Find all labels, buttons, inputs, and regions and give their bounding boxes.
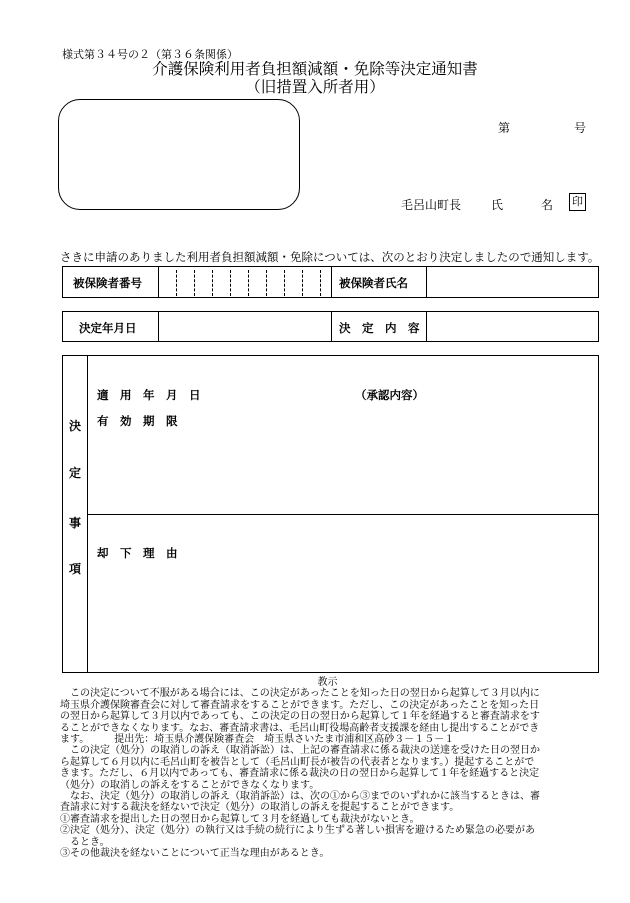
- instructions-line: の翌日から起算して３月以内であっても、この決定の日の翌日から起算して１年を経過すると審査請求をす: [60, 711, 540, 723]
- vertical-label-char: 定: [69, 466, 82, 480]
- insured-info-table: [62, 266, 599, 298]
- insured-name-field[interactable]: [427, 267, 598, 297]
- vertical-label-char: 項: [69, 562, 82, 576]
- issuer-name-label-2: 名: [541, 198, 554, 212]
- instructions-line: るとき。: [60, 836, 110, 848]
- instructions-line: きます。ただし、６月以内であっても、審査請求に係る裁決の日の翌日から起算して１年を経過すると決定: [60, 768, 540, 780]
- instructions-line: （処分）の取消しの訴えをすることができなくなります。: [60, 779, 320, 791]
- instructions-line: ①審査請求を提出した日の翌日から起算して３月を経過しても裁決がないとき。: [60, 813, 420, 825]
- seal-mark: 印: [569, 193, 586, 211]
- instructions-line: この決定（処分）の取消しの訴え（取消訴訟）は、上記の審査請求に係る裁決の送達を受けた日の翌日か: [60, 745, 540, 757]
- issuer-title: 毛呂山町長: [401, 198, 462, 212]
- instructions-line: ②決定（処分）、決定（処分）の執行又は手続の続行により生ずる著しい損害を避けるため緊急の必要があ: [60, 825, 535, 837]
- decision-info-table: [62, 311, 599, 342]
- validity-period-label: 有 効 期 限: [97, 414, 178, 428]
- instructions-title: 教示: [317, 677, 338, 688]
- instructions-line: ら起算して６月以内に毛呂山町を被告として（毛呂山町長が被告の代表者となります。）提起することがで: [60, 756, 535, 768]
- insured-number-label: 被保険者番号: [73, 276, 142, 290]
- decision-content-label: 決 定 内 容: [339, 321, 420, 335]
- instructions-line: ることができなくなります。なお、審査請求書は、毛呂山町役場高齢者支援課を経由し提出することができ: [60, 722, 540, 734]
- decision-date-field[interactable]: [159, 312, 330, 341]
- issuer-name-label-1: 氏: [491, 198, 504, 212]
- instructions-line: この決定について不服がある場合には、この決定があったことを知った日の翌日から起算して３月以内に: [60, 688, 540, 700]
- rejection-reason-label: 却 下 理 由: [97, 546, 178, 560]
- instructions-line: 埼玉県介護保険審査会に対して審査請求をすることができます。ただし、この決定があったことを知った日: [60, 699, 540, 711]
- vertical-label-char: 事: [69, 516, 82, 530]
- insured-name-label: 被保険者氏名: [339, 276, 408, 290]
- document-subtitle: （旧措置入所者用）: [245, 78, 385, 96]
- applicable-date-label: 適 用 年 月 日: [97, 388, 201, 402]
- decision-content-field[interactable]: [427, 312, 598, 341]
- address-box: [58, 99, 300, 210]
- document-title: 介護保険利用者負担額減額・免除等決定通知書: [152, 60, 478, 78]
- notice-number-suffix: 号: [574, 121, 587, 135]
- instructions-line: なお、決定（処分）の取消しの訴え（取消訴訟）は、次の①から③までのいずれかに該当するときは、審: [60, 791, 540, 803]
- decision-details-box: [62, 355, 599, 673]
- instructions-line: ます。 提出先：埼玉県介護保険審査会 埼玉県さいたま市浦和区高砂３－１５－１: [60, 734, 455, 746]
- instructions-line: ③その他裁決を経ないことについて正当な理由があるとき。: [60, 848, 330, 860]
- rejection-reason-field[interactable]: [88, 515, 598, 672]
- approval-content-label: （承認内容）: [355, 388, 424, 402]
- decision-date-label: 決定年月日: [79, 321, 137, 335]
- approval-content-field[interactable]: [88, 356, 598, 513]
- instructions-line: 査請求に対する裁決を経ないで決定（処分）の取消しの訴えを提起することができます。: [60, 802, 460, 814]
- form-number: 様式第３４号の２（第３６条関係）: [62, 48, 238, 61]
- instructions-section: [60, 677, 595, 860]
- notice-number-prefix: 第: [498, 121, 511, 135]
- vertical-label-char: 決: [69, 419, 82, 433]
- intro-text: さきに申請のありました利用者負担額減額・免除については、次のとおり決定しましたので通知します。: [60, 250, 600, 264]
